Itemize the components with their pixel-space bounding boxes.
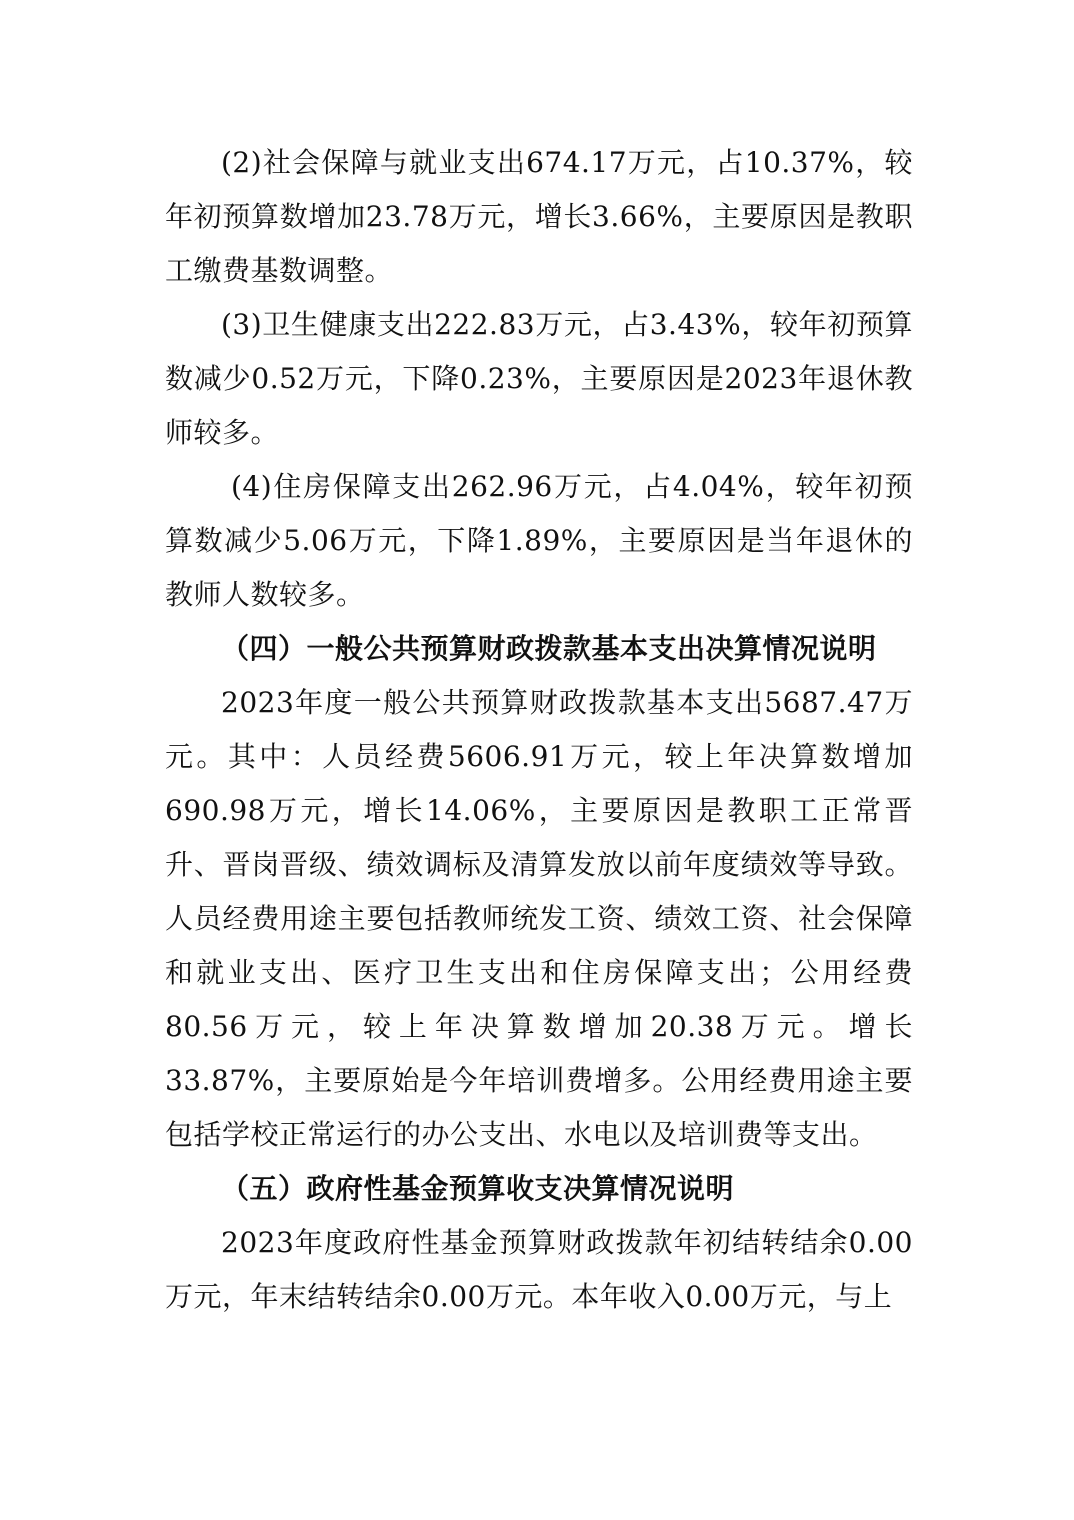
paragraph-social-security: (2)社会保障与就业支出674.17万元，占10.37%，较年初预算数增加23.78万元，增长3.66%，主要原因是教职工缴费基数调整。 bbox=[165, 146, 913, 287]
paragraph-government-fund: 2023年度政府性基金预算财政拨款年初结转结余0.00万元，年末结转结余0.00万元。本年收入0.00万元，与上 bbox=[165, 1226, 913, 1313]
paragraph-basic-expenditure: 2023年度一般公共预算财政拨款基本支出5687.47万元。其中：人员经费5606.91万元，较上年决算数增加690.98万元，增长14.06%，主要原因是教职工正常晋升、晋岗晋级、绩效调标及清算发放以前年度绩效等导致。人员经费用途主要包括教师统发工资、绩效工资、社会保障和就业支出、医疗卫生支出和住房保障支出；公用经费80.56万元，较上年决算数增加20.38万元。增长33.87%，主要原始是今年培训费增多。公用经费用途主要包括学校正常运行的办公支出、水电以及培训费等支出。 bbox=[165, 686, 913, 1151]
section-heading-government-fund: （五）政府性基金预算收支决算情况说明 bbox=[221, 1172, 735, 1205]
section-heading-basic-expenditure: （四）一般公共预算财政拨款基本支出决算情况说明 bbox=[221, 632, 877, 665]
paragraph-health: (3)卫生健康支出222.83万元，占3.43%，较年初预算数减少0.52万元，下降0.23%，主要原因是2023年退休教师较多。 bbox=[165, 308, 913, 449]
paragraph-housing: (4)住房保障支出262.96万元，占4.04%，较年初预算数减少5.06万元，下降1.89%，主要原因是当年退休的教师人数较多。 bbox=[165, 470, 913, 611]
document-body bbox=[165, 136, 913, 1324]
